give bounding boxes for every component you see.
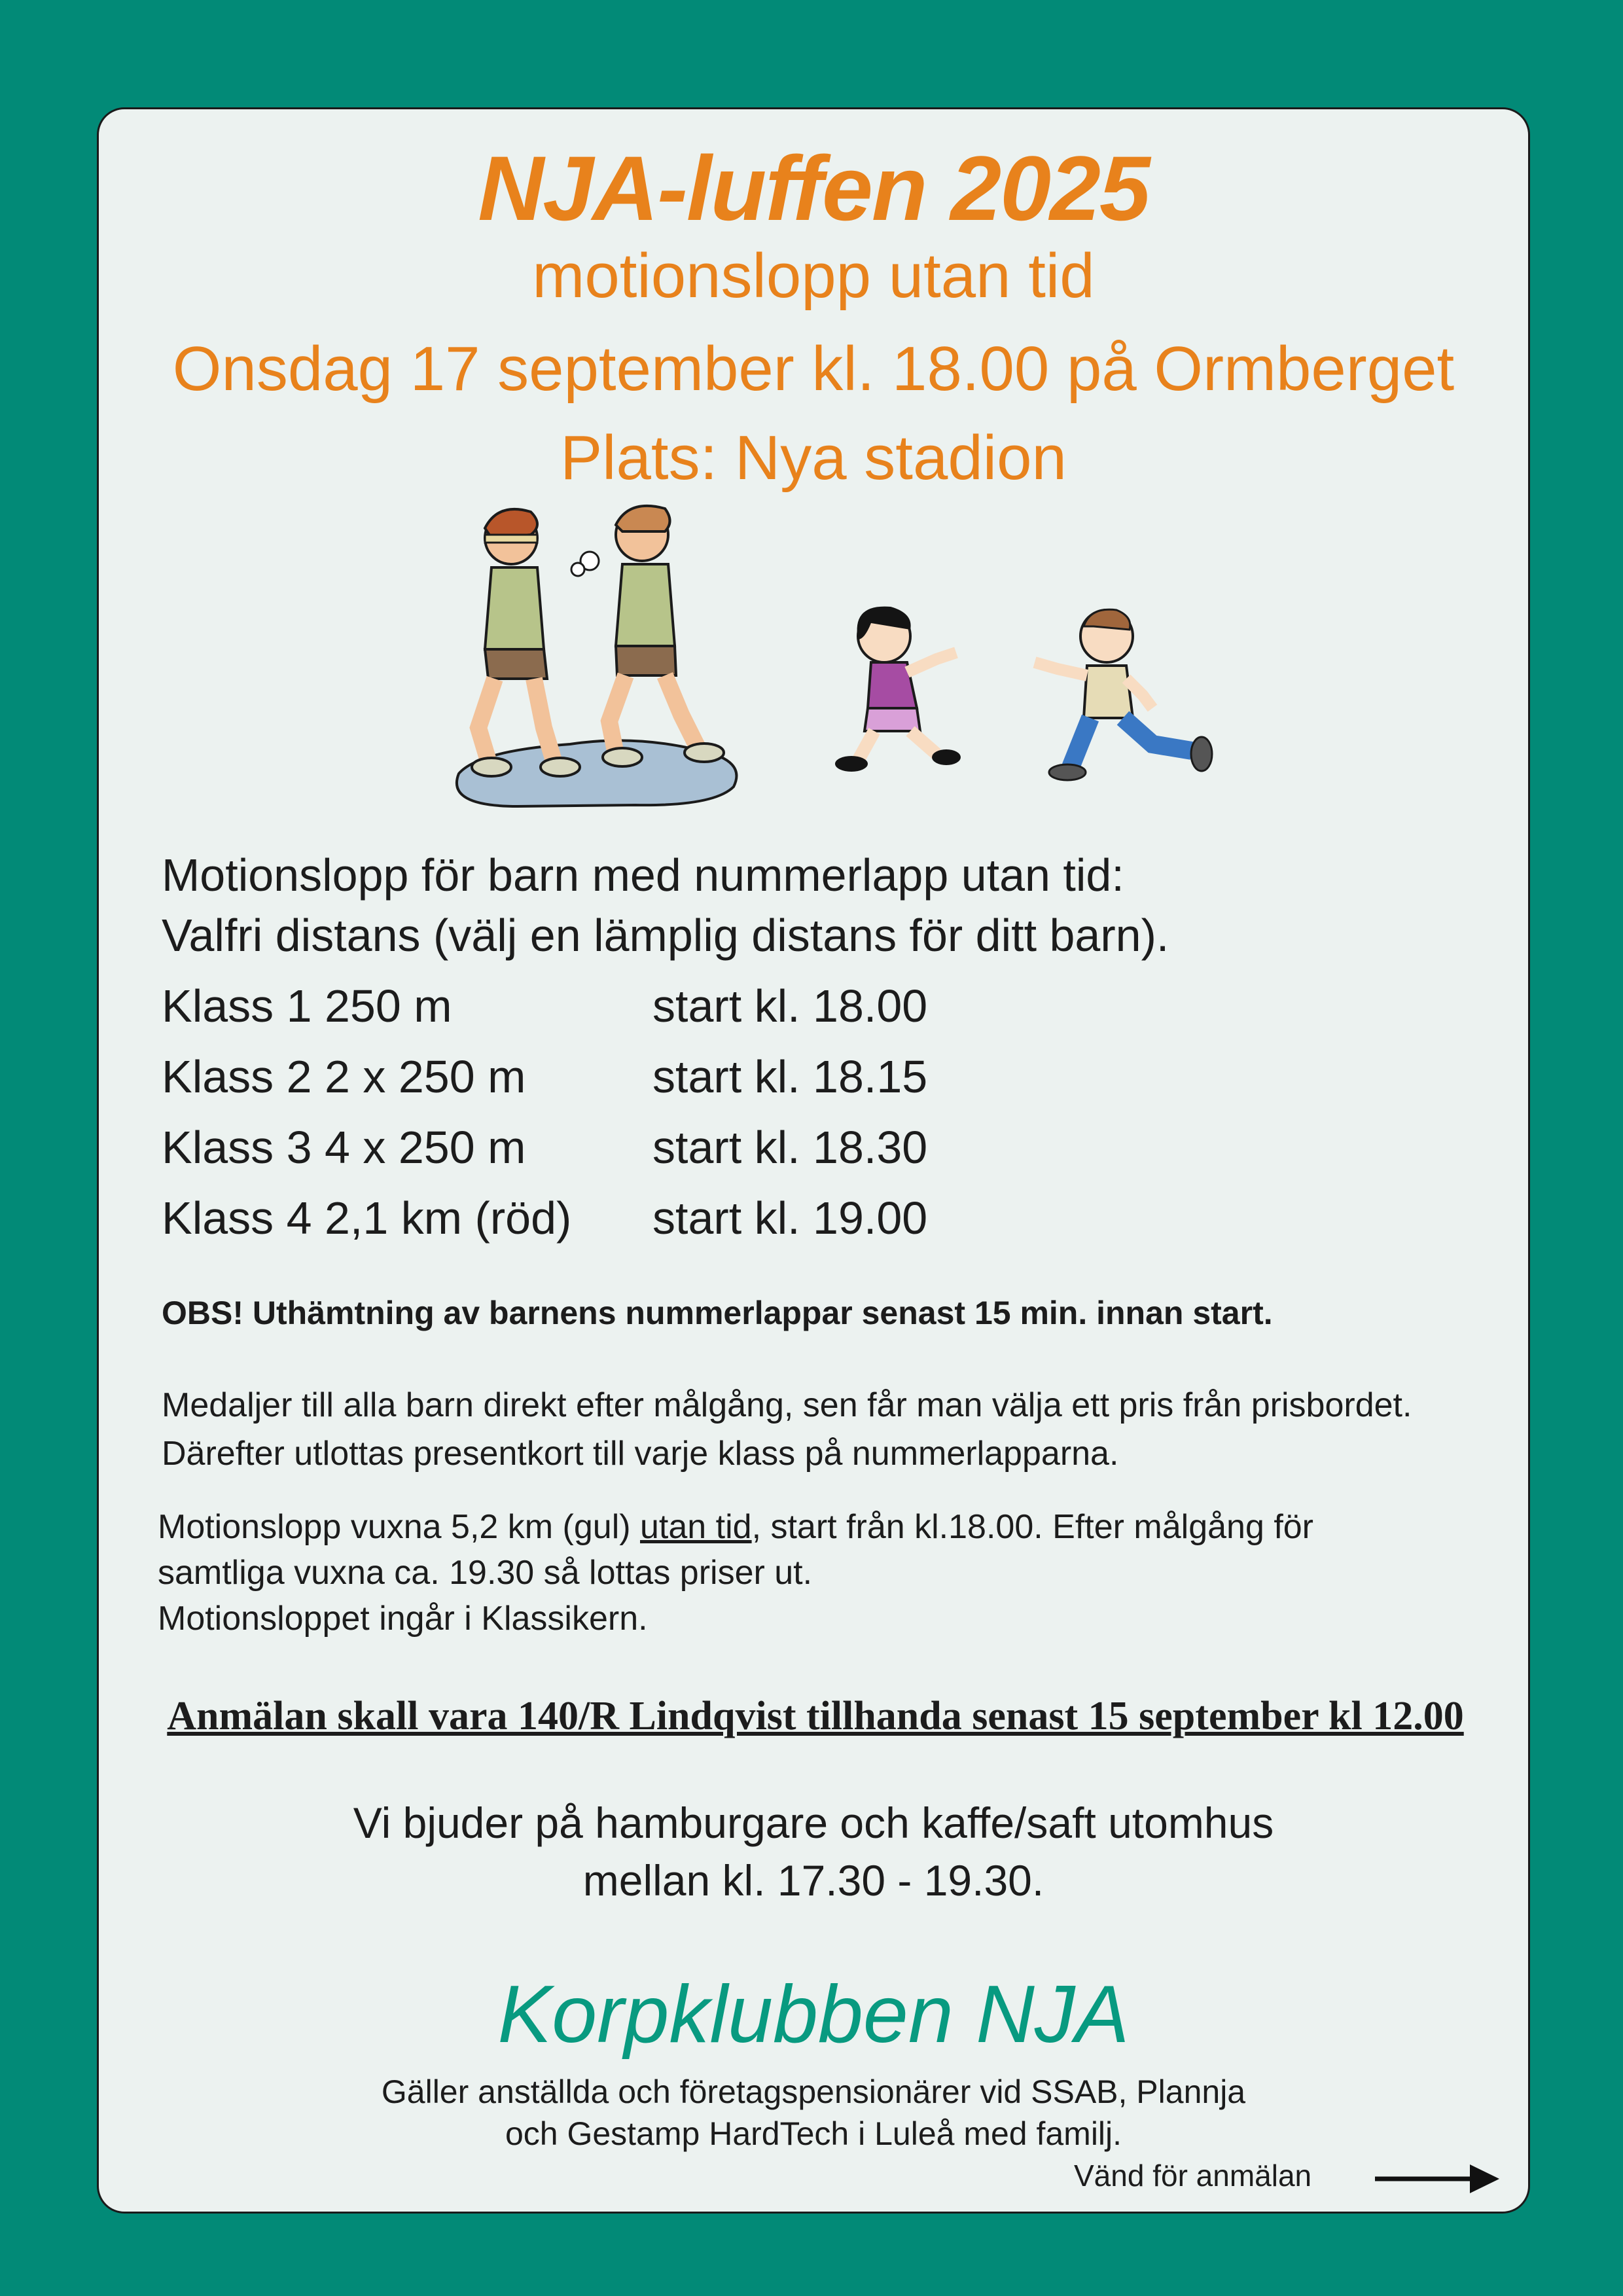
class-name: Klass 3 4 x 250 m <box>162 1122 526 1173</box>
class-start-time: start kl. 19.00 <box>652 1193 928 1244</box>
registration-deadline: Anmälan skall vara 140/R Lindqvist tillhanda senast 15 september kl 12.00 <box>167 1694 1464 1738</box>
medals-line-1: Medaljer till alla barn direkt efter målgång, sen får man välja ett pris från prisbordet. <box>162 1386 1412 1424</box>
event-place-line: Plats: Nya stadion <box>560 423 1067 493</box>
flyer-card <box>97 107 1530 2214</box>
food-line-2: mellan kl. 17.30 - 19.30. <box>582 1856 1044 1905</box>
obs-note: OBS! Uthämtning av barnens nummerlappar senast 15 min. innan start. <box>162 1295 1273 1331</box>
medals-line-2: Därefter utlottas presentkort till varje klass på nummerlapparna. <box>162 1435 1119 1473</box>
food-line-1: Vi bjuder på hamburgare och kaffe/saft utomhus <box>353 1799 1274 1847</box>
adult-race-text: Motionslopp vuxna 5,2 km (gul) <box>158 1508 641 1546</box>
class-row <box>162 1121 1078 1180</box>
event-date-line: Onsdag 17 september kl. 18.00 på Ormberget <box>172 334 1455 404</box>
class-row <box>162 1050 1078 1109</box>
flyer-title: NJA-luffen 2025 <box>478 137 1149 240</box>
running-children-illustration <box>835 607 1212 780</box>
class-name: Klass 1 250 m <box>162 980 452 1031</box>
eligibility-line-2: och Gestamp HardTech i Luleå med familj. <box>505 2115 1122 2152</box>
adult-race-untimed: utan tid <box>640 1508 752 1546</box>
class-start-time: start kl. 18.15 <box>652 1051 928 1102</box>
adult-race-line-3: Motionsloppet ingår i Klassikern. <box>158 1600 648 1638</box>
adult-race-line-1 <box>158 1507 1313 1547</box>
class-name: Klass 4 2,1 km (röd) <box>162 1193 572 1244</box>
runners-illustration <box>439 499 1303 813</box>
club-name: Korpklubben NJA <box>497 1969 1130 2060</box>
class-name: Klass 2 2 x 250 m <box>162 1051 526 1102</box>
adult-race-line-2: samtliga vuxna ca. 19.30 så lottas priser ut. <box>158 1554 813 1592</box>
class-row <box>162 980 1078 1039</box>
class-row <box>162 1192 1078 1251</box>
class-start-time: start kl. 18.30 <box>652 1122 928 1173</box>
arrow-right-icon <box>1375 2159 1506 2198</box>
intro-line-1: Motionslopp för barn med nummerlapp utan tid: <box>162 850 1124 901</box>
intro-line-2: Valfri distans (välj en lämplig distans för ditt barn). <box>162 910 1169 961</box>
adult-race-text-tail: , start från kl.18.00. Efter målgång för <box>751 1508 1313 1546</box>
flyer-subtitle: motionslopp utan tid <box>532 241 1095 311</box>
eligibility-line-1: Gäller anställda och företagspensionärer vid SSAB, Plannja <box>381 2073 1246 2110</box>
turn-page-note: Vänd för anmälan <box>1074 2159 1312 2193</box>
class-start-time: start kl. 18.00 <box>652 980 928 1031</box>
running-adults-illustration <box>457 506 737 806</box>
